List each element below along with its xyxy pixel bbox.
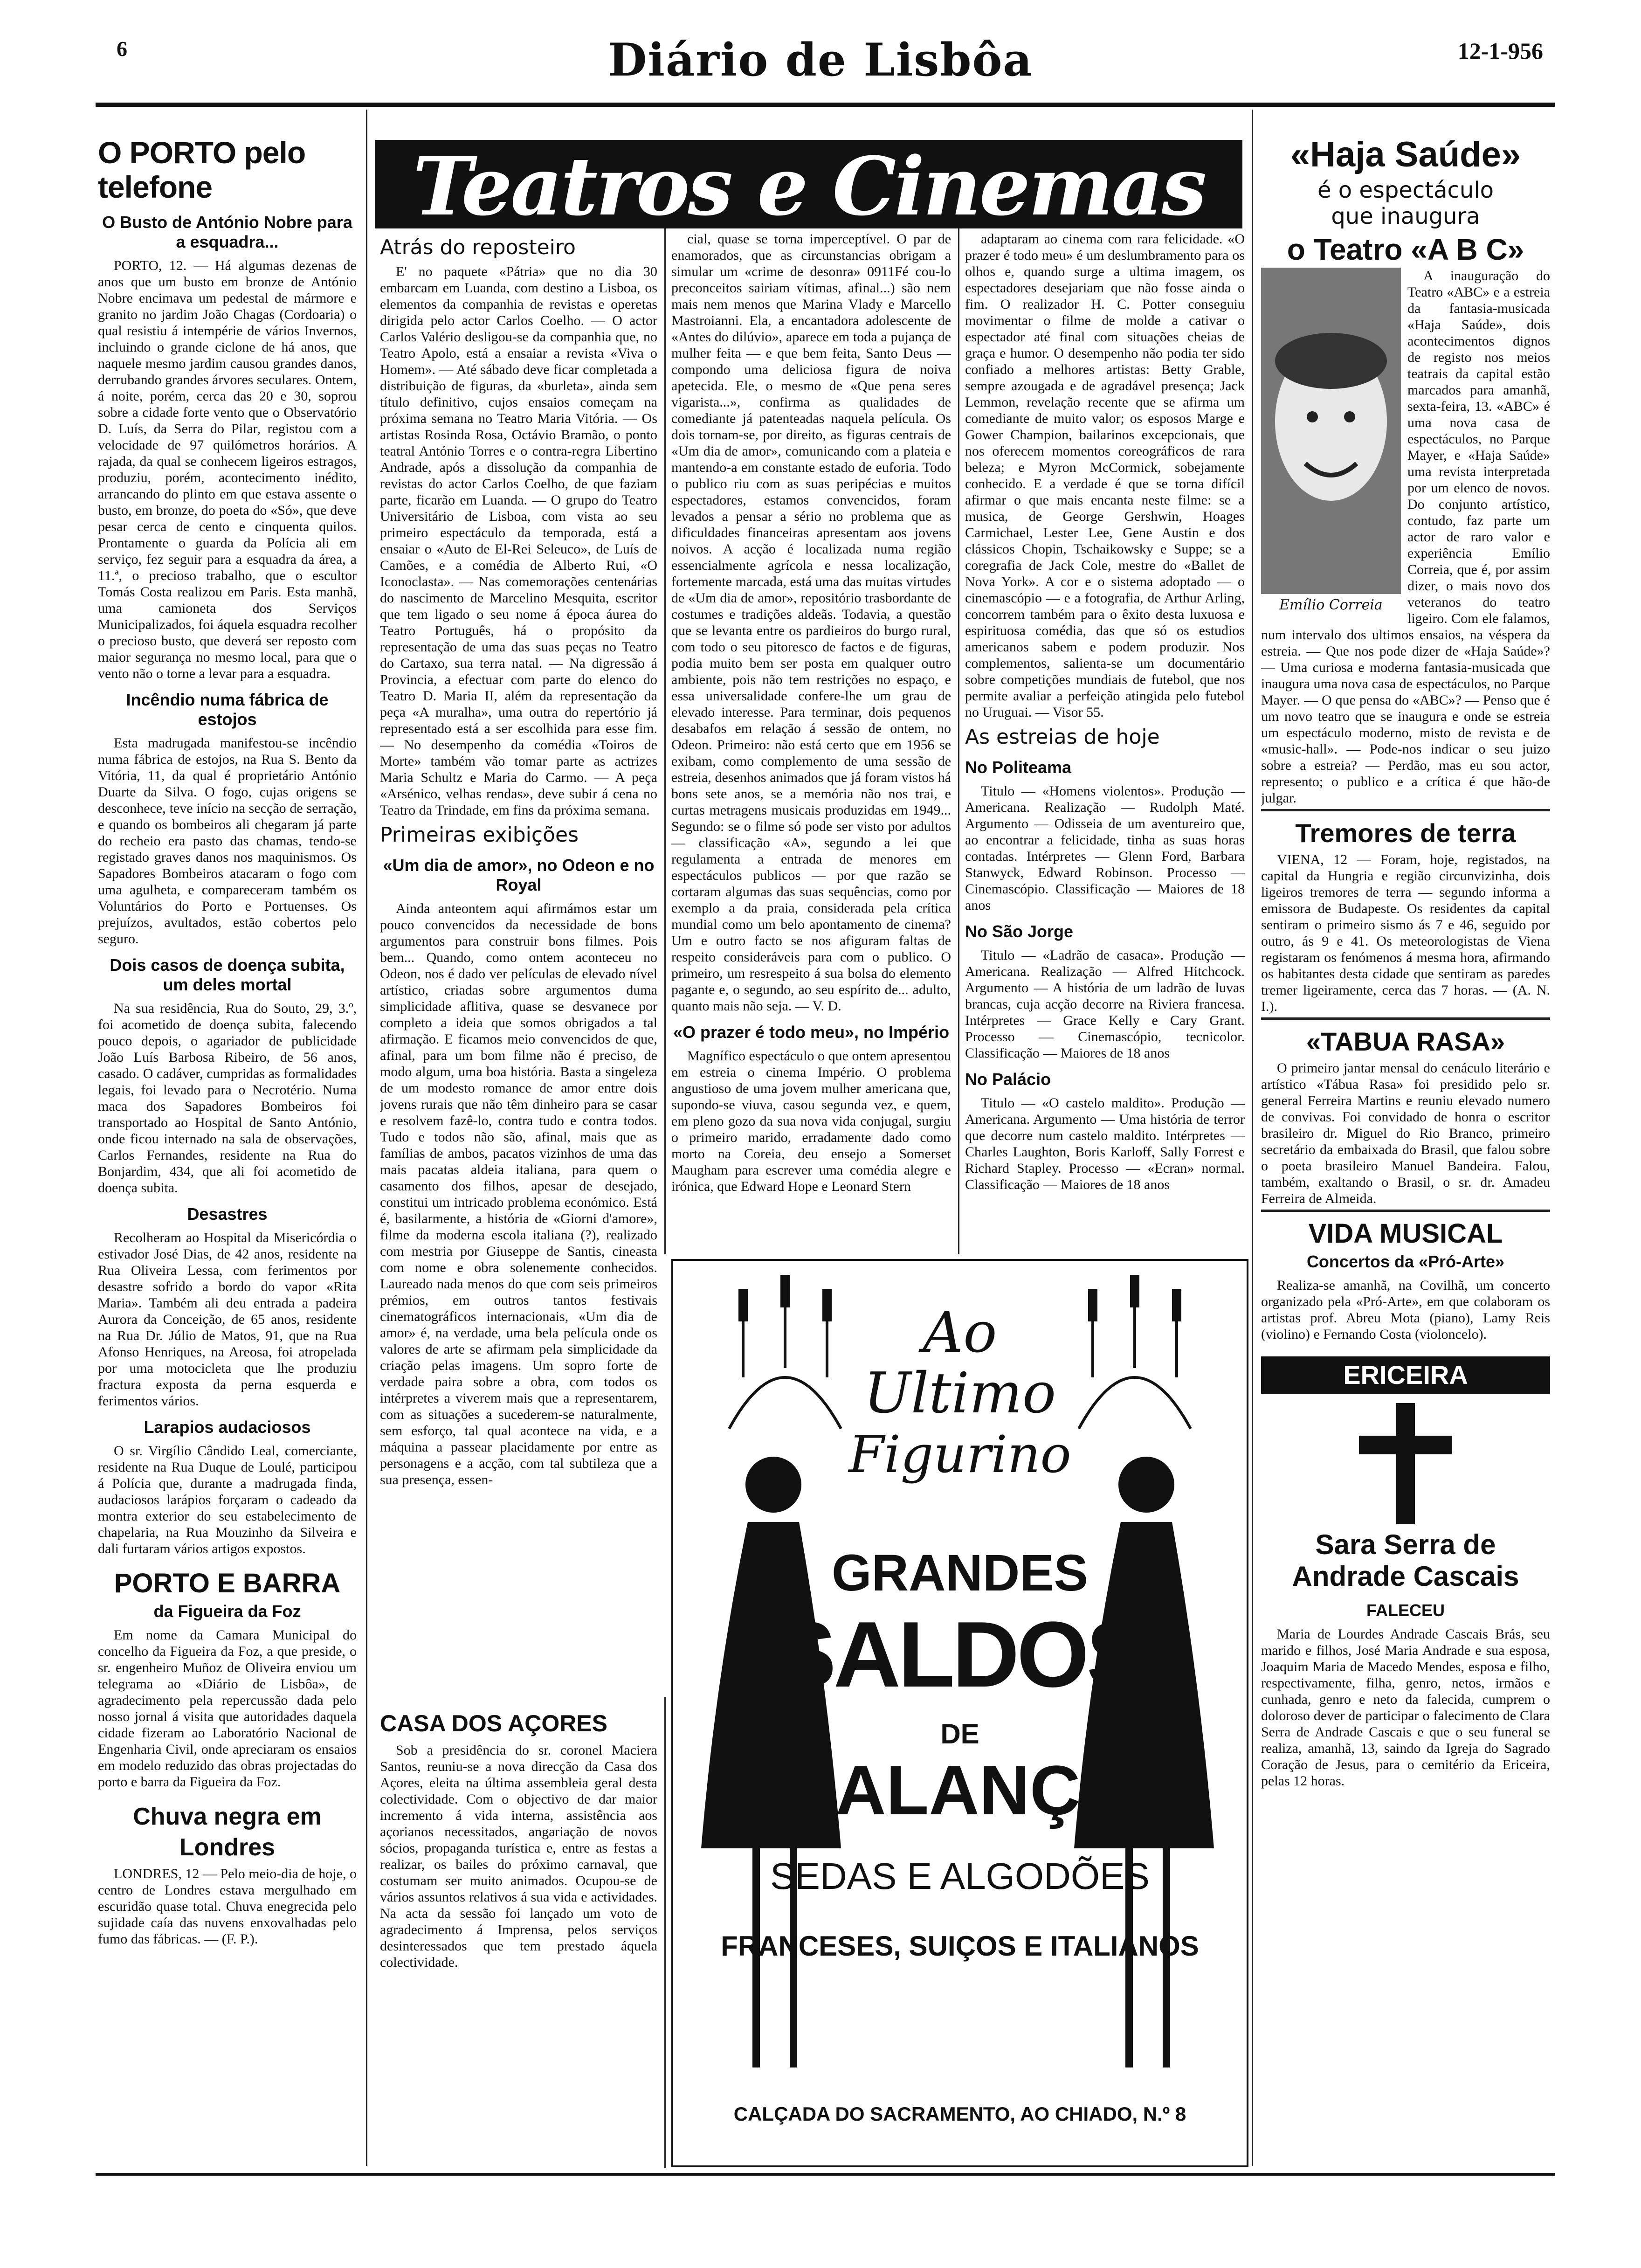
advertisement (671, 1259, 1248, 2167)
headline: No Politeama (965, 758, 1072, 777)
article-body: Ainda anteontem aqui afirmámos estar um pouco convencidos da necessidade de bons argumentos para construir bons filmes. Pois bem... Quando, como ontem aconteceu no Odeon, nos é dado ver películas de elevado nível artístico, criadas sobre argumentos duma simplicidade aflitiva, quase se desvanece por completo a ideia que somos obrigados a tal afirmação. E ficamos meio convencidos de que, afinal, para um bom filme não é preciso, de modo algum, uma boa história. Basta a singeleza de um modesto romance de amor entre dois jovens rurais que não têm dinheiro para se casar e resolvem fazê-lo, contra tudo e contra todos. Tudo e todos não são, afinal, mais que as famílias de ambos, pacatos vizinhos de uma das mais pacatas aldeia italiana, para quem o casamento dos filhos, apesar de desejado, constitui um intricado problema económico. Está é, basilarmente, a história de «Giorni d'amore», filme da moderna escola italiana (?), realizado com mestria por Giuseppe de Santis, cineasta com nome e obra solenemente conhecidos. Laureado nada menos do que com seis primeiros prémios, em outros tantos festivais cinematográficos internacionais, «Um dia de amor» é, na verdade, uma bela película onde os valores de arte se afirmam pela simplicidade da criação pelas imagens. Um sopro forte de verdade paira sobre a obra, com todos os intérpretes a viverem mais que a representarem, com as situações a sucederem-se naturalmente, sem esforço, tal qual acontece na vida, e a máquina a passear placidamente por entre as personagens e a acção, com tal subtileza que a sua presença, essen- (380, 901, 657, 1487)
column-divider (958, 228, 959, 1254)
right-column (1261, 135, 1550, 2164)
headline: PORTO E BARRA (114, 1568, 341, 1598)
theatre-column (380, 231, 657, 1695)
ad-line: SEDAS E ALGODÕES (770, 1855, 1150, 1897)
separator (1261, 1017, 1550, 1023)
headline: «Haja Saúde» (1290, 135, 1521, 174)
obituary-status: FALECEU (1366, 1601, 1445, 1620)
article-body: A inauguração do Teatro «ABC» e a estreia da fantasia-musicada «Haja Saúde», dois acontecimentos dignos de registo nos meios teatrais da capital estão marcados para amanhã, sexta-feira, 13. «ABC» é uma nova casa de espectáculos, no Parque Mayer, e «Haja Saúde» uma revista interpretada por um elenco de novos. Do conjunto artístico, contudo, faz parte um actor de raro valor e experiência Emílio Correia, que é, por assim dizer, o mais novo dos veteranos do teatro ligeiro. Com ele falamos, num intervalo dos ultimos ensaios, na véspera da estreia. — Que nos pode dizer de «Haja Saúde»? — Uma curiosa e moderna fantasia-musicada que inaugura uma nova casa de espectáculos, no Parque Mayer. — O que pensa do «ABC»? — Penso que é um novo teatro que se inaugura e onde se estreia um espectáculo moderno, misto de revista e de «music-hall». — Pode-nos indicar o seu juizo sobre a estreia? — Perdão, mas eu sou actor, represento; o publico e a crítica é que hão-de julgar. (1261, 268, 1550, 806)
cross-icon (1359, 1403, 1452, 1524)
article-body: Em nome da Camara Municipal do concelho da Figueira da Foz, a que preside, o sr. engenheiro Muñoz de Oliveira enviou um telegrama ao «Diário de Lisbôa», de agradecimento pela repercussão dada pelo nosso jornal á visita que autoridades daquela cidade fizeram ao Laboratório Nacional de Engenharia Civil, onde apreciaram os ensaios em modelo reduzido das obras projectadas do porto e barra da Figueira da Foz. (98, 1627, 357, 1790)
article-body: LONDRES, 12 — Pelo meio-dia de hoje, o centro de Londres estava mergulhado em escuridão quase total. Chuva enegrecida pelo sujidade caía das nuvens enxovalhadas pelo fumo das fábricas. — (F. P.). (98, 1866, 357, 1947)
photo-caption: Emílio Correia (1279, 597, 1383, 613)
ad-line: Ultimo (863, 1361, 1056, 1426)
ad-line: SALDOS (774, 1603, 1146, 1707)
headline: O Busto de António Nobre para a esquadra... (102, 213, 352, 251)
separator (1261, 1210, 1550, 1216)
article-body: Titulo — «O castelo maldito». Produção — Americana. Argumento — Uma história de terror que decorre num castelo maldito. Intérpretes — Charles Laughton, Boris Karloff, Sally Forrest e Richard Stapley. Processo — «Ecran» normal. Classificação — Maiores de 18 anos (965, 1095, 1245, 1192)
footer-rule (96, 2173, 1555, 2176)
porto-title: O PORTO pelo telefone (98, 135, 306, 204)
issue-date: 12-1-956 (1457, 38, 1543, 64)
acores-column (380, 1702, 657, 2164)
deceased-name: Sara Serra de Andrade Cascais (1292, 1529, 1519, 1592)
headline: Larapios audaciosos (144, 1418, 311, 1437)
article-body: E' no paquete «Pátria» que no dia 30 embarcam em Luanda, com destino a Lisboa, os elementos da companhia de revistas e operetas dirigida pelo actor Carlos Coelho. — O actor Carlos Valério desligou-se da companhia que, no Teatro Apolo, está a ensaiar a revista «Viva o Homem». — Até sábado deve ficar completada a distribuição de figuras, da «burleta», ainda sem título definitivo, cujos ensaios começam na próxima semana no Teatro Maria Vitória. — Os artistas Rosinda Rosa, Octávio Bramão, o ponto teatral António Torres e o contra-regra Libertino Andrade, após a dissolução da companhia de revistas do actor Carlos Coelho, de que faziam parte, ficarão em Luanda. — O grupo do Teatro Universitário de Lisboa, com vista ao seu primeiro espectáculo da temporada, está a ensaiar o «Auto de El-Rei Seleuco», de Luís de Camões, e a comédia de Alberto Rui, «O Iconoclasta». — Nas comemorações centenárias do nascimento de Marcelino Mesquita, escritor que tem ligado o seu nome á época áurea do Teatro Português, há o propósito da representação de uma das suas peças no Teatro do Cartaxo, sua terra natal. — Na digressão á Provincia, a efectuar com parte do elenco do Teatro D. Maria II, além da representação da peça «A muralha», uma outra do repertório já representado está a ser escolhida para esse fim. — No desempenho da comédia «Toiros de Morte» também vão tomar parte as actrizes Maria Schultz e Maria do Carmo. — A peça «Arsénico, velhas rendas», deve subir á cena no Teatro da Trindade, em fins da próxima semana. (380, 264, 657, 818)
ad-line: DE (940, 1718, 979, 1749)
obituary-header: ERICEIRA (1261, 1356, 1550, 1394)
headline: CASA DOS AÇORES (380, 1710, 608, 1736)
headline: o Teatro «A B C» (1287, 233, 1524, 266)
headline: «O prazer é todo meu», no Império (673, 1023, 950, 1042)
page-number: 6 (117, 37, 127, 61)
ad-line: BALANÇO (785, 1751, 1135, 1829)
article-body: PORTO, 12. — Há algumas dezenas de anos que um busto em bronze de António Nobre encimava um pedestal de mármore e granito no jardim João Chagas (Cordoaria) o qual resistiu á intempérie de vários Invernos, incluindo o grande ciclone de há anos, que naquele mesmo jardim causou grandes danos, derrubando grandes árvores seculares. Ontem, á noite, porém, cerca das 20 e 30, soprou sobre a cidade forte vento que o Observatório D. Luís, da Serra do Pilar, registou com a velocidade de 97 quilómetros horários. A rajada, da qual se conhecem ligeiros estragos, produziu, porém, acontecimento inédito, arrancando do plinto em que estava assente o busto, em bronze, do poeta do «Só», que deve pesar cerca de cento e cinquenta quilos. Prontamente o guarda da Polícia ali em serviço, fez seguir para a esquadra da área, a 11.ª, o precioso trabalho, que o escultor Tomás Costa realizou em Paris. Esta manhã, uma camioneta dos Serviços Municipalizados, foi áquela esquadra recolher o precioso busto, que deverá ser reposto com maior segurança no mesmo local, para que o vento não o torne a levar para a esquadra. (98, 258, 357, 681)
article-body: Na sua residência, Rua do Souto, 29, 3.º, foi acometido de doença subita, falecendo pouco depois, o agariador de publicidade João Luís Barbosa Ribeiro, de 56 anos, casado. O cadáver, cumpridas as formalidades legais, foi levado para o Necrotério. Numa maca dos Sapadores Bombeiros foi transportado ao Hospital de Santo António, onde ficou internado na sala de observações, Carlos Fernandes, residente na Rua do Bonjardim, 434, que ali foi acometido de doença subita. (98, 1001, 357, 1196)
premieres-column (965, 231, 1245, 1247)
headline: Incêndio numa fábrica de estojos (126, 690, 329, 729)
article-body: Sob a presidência do sr. coronel Maciera Santos, reuniu-se a nova direcção da Casa dos Açores, eleita na última assembleia geral desta colectividade. Com o objectivo de dar maior incremento á vida interna, assistência aos açorianos necessitados, angariação de novos sócios, propaganda turística e, entre as festas a realizar, os bailes do próximo carnaval, que costumam ser muito animados. Ocupou-se de vários assuntos relativos á sua vida e actividades. Na acta da sessão foi lançado um voto de agradecimento á Imprensa, pelos serviços desinteressados que tem prestado áquela colectividade. (380, 1742, 657, 1970)
article-body: adaptaram ao cinema com rara felicidade. «O prazer é todo meu» é um deslumbramento para os olhos e, quando surge a ultima imagem, os espectadores desejariam que não fosse ainda o fim. O realizador H. C. Potter conseguiu movimentar o filme de molde a cativar o espectador até final com situações cheias de graça e humor. O desempenho não podia ter sido confiado a melhores artistas: Betty Grable, sempre azougada e de agradável presença; Jack Lemmon, revelação recente que se afirma um comediante de muito valor; os esposos Marge e Gower Champion, bailarinos excepcionais, que nos oferecem momentos coreográficos de rara beleza; e Myron McCormick, sobejamente conhecido. E a verdade é que se torna difícil afirmar o que mais encanta neste filme: se a musica, de George Gershwin, Hoages Carmichael, Lester Lee, Gene Austin e dos clássicos Chopin, Tschaikowsky e Suppe; se a coregrafia de Jack Cole, mestre do «Ballet de Nova York». A cor e o sistema adoptado — o cinemascópio — e a fotografia, de Arthur Arling, concorrem também para o êxito desta luxuosa e espirituosa comédia, das que só os estudios americanos sabem e podem produzir. Nos complementos, salienta-se um documentário sobre competições mundiais de futebol, que nos permite avaliar a perfeição atingida pelo futebol no Uruguai. — Visor 55. (965, 231, 1245, 720)
porto-column (98, 135, 357, 2164)
subheadline: é o espectáculo (1317, 177, 1494, 203)
headline: Tremores de terra (1295, 818, 1516, 848)
portrait-block (1261, 268, 1401, 622)
section-banner: Teatros e Cinemas (375, 140, 1242, 228)
subheadline: da Figueira da Foz (153, 1602, 301, 1621)
subheadline: que inaugura (1331, 203, 1480, 229)
headline: Chuva negra em Londres (133, 1803, 322, 1861)
ad-address: CALÇADA DO SACRAMENTO, AO CHIADO, N.º 8 (733, 2103, 1186, 2125)
portrait-photo (1261, 268, 1401, 594)
article-body: cial, quase se torna imperceptível. O par de enamorados, que as circunstancias obrigam a simular um «crime de desonra» 0911Fé cou-lo preconceitos sairiam vítimas, afinal...) são nem mais nem menos que Marina Vlady e Marcello Mastroianni. Ela, a encantadora adolescente de «Antes do dilúvio», aparece em toda a pujança de mulher feita — e que bem feita, Santo Deus — compondo uma deliciosa figura de noiva apetecida. Ele, o mesmo de «Que pena seres vigarista...», confirma as qualidades de comediante já patenteadas naquela película. Os dois tornam-se, por direito, as figuras centrais de «Um dia de amor», comunicando com a plateia e mantendo-a em constante estado de euforia. Todo o publico riu com as suas peripécias e muitos espectadores, estamos convencidos, foram levados a pensar a sério no problema que as dificuldades financeiras apresentam aos jovens noivos. A acção é localizada numa região essencialmente agrícola e nessa localização, fortemente marcada, está uma das muitas virtudes de «Um dia de amor», repositório trasbordante de costumes e tradições aldeãs. Todavia, a questão que se levanta entre os pardieiros do burgo rural, com todo o seu pitoresco de factos e de figuras, podia muito bem ser posta em qualquer outro ambiente, pois não tem restrições no espaço, e essa universalidade confere-lhe um grau de elevado interesse. Para terminar, dois pequenos desabafos em relação á sessão de ontem, no Odeon. Primeiro: não está certo que em 1956 se exibam, como complemento de uma sessão de estreia, desenhos animados que já foram vistos há bons sete anos, se a memória não nos trai, e curtas metragens musicais produzidas em 1949... Segundo: se o filme só pode ser visto por adultos — classificação «A», segundo a lei que regulamenta a entrada de menores em espectáculos publicos — por que razão se cortaram algumas das suas sequências, como por exemplo a da praia, considerada pela crítica mundial como um belo apontamento de cinema? Um e outro facto se nos afiguram faltas de respeito consideráveis para com o publico. O primeiro, um resrespeito á sua bolsa do elemento pagante e, o segundo, ao seu espírito de... adulto, quanto mais não seja. — V. D. (671, 231, 951, 1014)
article-body: VIENA, 12 — Foram, hoje, registados, na capital da Hungria e região circunvizinha, dois ligeiros tremores de terra — segundo informa a emissora de Budapeste. Os residentes da capital sentiram o primeiro sismo ás 7 e 46, seguido por outro, ás 9 e 41. Os meteorologistas de Viena registaram os fenómenos á mesma hora, afirmando os habitantes desta cidade que sentiram as paredes tremer ligeiramente, cerca das 7 horas. — (A. N. I.). (1261, 852, 1550, 1014)
article-body: Recolheram ao Hospital da Misericórdia o estivador José Dias, de 42 anos, residente na Rua Oliveira Lessa, com ferimentos por desastre sofrido a bordo do vapor «Rita Maria». Também ali deu entrada a padeira Aurora da Conceição, de 65 anos, residente na Rua Dr. Júlio de Matos, 91, que na Rua Afonso Henriques, na Areosa, foi atropelada por uma motocicleta que lhe produziu fractura exposta da perna esquerda e ferimentos vários. (98, 1230, 357, 1409)
headline: No Palácio (965, 1070, 1051, 1089)
subheadline: Concertos da «Pró-Arte» (1306, 1252, 1505, 1271)
headline: VIDA MUSICAL (1308, 1218, 1503, 1249)
ad-line: Figurino (848, 1424, 1071, 1484)
ad-line: GRANDES (831, 1544, 1089, 1602)
article-body: Realiza-se amanhã, na Covilhã, um concerto organizado pela «Pró-Arte», em que colaboram os artistas prof. Abreu Mota (piano), Lamy Reis (violino) e Fernando Costa (violoncelo). (1261, 1278, 1550, 1342)
obituary-body: Maria de Lourdes Andrade Cascais Brás, seu marido e filhos, José Maria Andrade e sua esposa, Joaquim Maria de Macedo Mendes, esposa e filho, respectivamente, filha, genro, netos, irmãos e cunhada, genro e neto da falecida, cumprem o doloroso dever de participar o falecimento de Clara Serra de Andrade Cascais e que o seu funeral se realiza, amanhã, 13, saindo da Igreja do Sagrado Coração de Jesus, para o cemitério da Ericeira, pelas 12 horas. (1261, 1626, 1550, 1789)
article-body: O primeiro jantar mensal do cenáculo literário e artístico «Tábua Rasa» foi presidido pelo sr. general Ferreira Martins e reuniu elevado numero de convivas. Foi convidado de honra o escritor brasileiro dr. Miguel do Rio Branco, primeiro secretário da embaixada do Brasil, que falou sobre o poeta brasileiro Manuel Bandeira. Falou, também, exaltando o Brasil, o sr. dr. Amadeu Ferreira de Almeida. (1261, 1060, 1550, 1206)
review-column (671, 231, 951, 1247)
column-divider (366, 110, 367, 2166)
article-body: O sr. Virgílio Cândido Leal, comerciante, residente na Rua Duque de Loulé, participou á Polícia que, durante a madrugada finda, audaciosos larápios forçaram o cadeado da montra exterior do seu estabelecimento de chapelaria, na Rua Mouzinho da Silveira e dali furtaram vários artigos expostos. (98, 1443, 357, 1556)
column-divider (1252, 110, 1253, 2166)
article-body: Titulo — «Homens violentos». Produção — Americana. Realização — Rudolph Maté. Argumento — Odisseia de um aventureiro que, ao encontrar a felicidade, tinha as suas horas contadas. Intérpretes — Glenn Ford, Barbara Stanwyck, Edward Robinson. Processo — Cinemascópio. Classificação — Maiores de 18 anos (965, 783, 1245, 913)
article-body: Esta madrugada manifestou-se incêndio numa fábrica de estojos, na Rua S. Bento da Vitória, 11, da qual é proprietário António Duarte da Silva. O fogo, cujas origens se desconhece, teve início na secção de serração, e quando os bombeiros ali chegaram já parte do recheio era pasto das chamas, tendo-se registado graves danos nos maquinismos. Os Sapadores Bombeiros atacaram o fogo com uma agulheta, e compareceram também os Voluntários do Porto e Portuenses. Os prejuízos, avultados, estão cobertos pelo seguro. (98, 735, 357, 947)
separator (1261, 809, 1550, 815)
section-heading: Primeiras exibições (380, 823, 579, 847)
section-heading: As estreias de hoje (965, 725, 1160, 749)
headline: «TABUA RASA» (1306, 1027, 1505, 1056)
headline: Dois casos de doença subita, um deles mortal (110, 955, 345, 994)
article-body: Magnífico espectáculo o que ontem apresentou em estreia o cinema Império. O problema angustioso de uma jovem mulher americana que, supondo-se viuva, casou segunda vez, e quem, em pleno gozo da sua nova vida conjugal, surgiu o primeiro marido, erradamente dado como morto na Coreia, deu ensejo a Somerset Maugham para escrever uma comédia alegre e irónica, que Edward Hope e Leonard Stern (671, 1048, 951, 1194)
masthead: Diário de Lisbôa (608, 34, 1033, 86)
headline: Desastres (187, 1204, 268, 1224)
column-divider (664, 228, 666, 1254)
section-heading: Atrás do reposteiro (380, 235, 576, 259)
column-divider (664, 1697, 666, 2168)
article-body: Titulo — «Ladrão de casaca». Produção — Americana. Realização — Alfred Hitchcock. Argumento — A história de um ladrão de luvas brancas, cuja acção decorre na Riviera francesa. Intérpretes — Grace Kelly e Cary Grant. Processo — Cinemascópio, tecnicolor. Classificação — Maiores de 18 anos (965, 947, 1245, 1061)
header-rule (96, 103, 1555, 107)
headline: «Um dia de amor», no Odeon e no Royal (383, 856, 655, 894)
ad-line: Ao (923, 1300, 997, 1365)
headline: No São Jorge (965, 922, 1074, 941)
ad-line: FRANCESES, SUIÇOS E ITALIANOS (721, 1930, 1199, 1962)
